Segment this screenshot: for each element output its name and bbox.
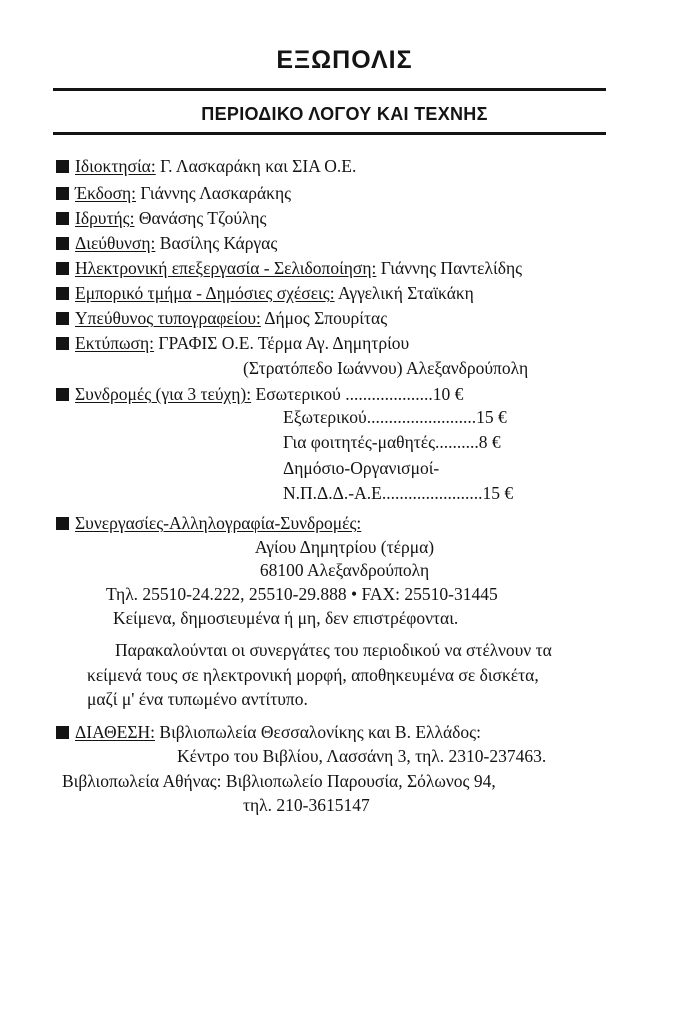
contact-address1: Αγίου Δημητρίου (τέρμα) [254,537,435,557]
bullet-square-icon [56,237,69,250]
distribution-value: Βιβλιοπωλεία Θεσσαλονίκης και Β. Ελλάδος: [155,722,481,742]
credit-value: Γιάννης Παντελίδης [376,258,523,278]
credit-value: ΓΡΑΦΙΣ Ο.Ε. Τέρμα Αγ. Δημητρίου [154,333,410,353]
request-line3: μαζί μ' ένα τυπωμένο αντίτυπο. [87,689,308,709]
credit-ownership [56,155,356,177]
sub-public-name: Ν.Π.Δ.Δ.-Α.Ε. [283,483,387,503]
bullet-square-icon [56,187,69,200]
bullet-square-icon [56,287,69,300]
printing-location: (Στρατόπεδο Ιωάννου) Αλεξανδρούπολη [243,358,529,378]
contact-label: Συνεργασίες-Αλληλογραφία-Συνδρομές: [75,513,362,533]
credit-label: Εμπορικό τμήμα - Δημόσιες σχέσεις: [75,283,335,303]
bottom-rule [53,132,606,135]
subscriptions-row [56,383,463,405]
sub-public-price: 15 € [482,483,514,503]
credit-value: Βασίλης Κάργας [155,233,278,253]
sub-public-row [283,482,513,504]
distribution-line2: Κέντρο του Βιβλίου, Λασσάνη 3, τηλ. 2310-237463. [177,746,547,766]
top-rule [53,88,606,91]
credit-label: Ηλεκτρονική επεξεργασία - Σελιδοποίηση: [75,258,377,278]
sub-public-dots: ...................... [386,483,483,503]
sub-students-dots: .......... [435,432,479,452]
distribution-label: ΔΙΑΘΕΣΗ: [75,722,156,742]
credit-layout [56,257,522,279]
magazine-title: ΕΞΩΠΟΛΙΣ [276,46,413,74]
credit-label: Ιδιοκτησία: [75,156,156,176]
bullet-square-icon [56,726,69,739]
distribution-line4: τηλ. 210-3615147 [243,795,370,815]
bullet-square-icon [56,160,69,173]
credit-value: Αγγελική Σταϊκάκη [334,283,474,303]
sub-foreign-price: 15 € [476,407,507,427]
contact-heading [56,512,361,534]
sub-public-line1: Δημόσιο-Οργανισμοί- [283,458,440,478]
distribution-line3: Βιβλιοπωλεία Αθήνας: Βιβλιοπωλείο Παρουσία, Σόλωνος 94, [62,771,496,791]
sub-foreign-row [283,406,507,428]
contact-address2: 68100 Αλεξανδρούπολη [259,560,430,580]
sub-domestic-name: Εσωτερικού [255,384,346,404]
credit-label: Εκτύπωση: [75,333,155,353]
credit-value: Γ. Λασκαράκη και ΣΙΑ Ο.Ε. [155,156,357,176]
credit-commercial [56,282,474,304]
credit-publisher [56,182,291,204]
credit-direction [56,232,277,254]
magazine-subtitle: ΠΕΡΙΟΔΙΚΟ ΛΟΓΟΥ ΚΑΙ ΤΕΧΝΗΣ [201,104,488,124]
credit-value: Θανάσης Τζούλης [134,208,267,228]
credit-label: Υπεύθυνος τυπογραφείου: [75,308,261,328]
credit-print-manager [56,307,387,329]
credit-value: Γιάννης Λασκαράκης [136,183,292,203]
credit-label: Ιδρυτής: [75,208,135,228]
bullet-square-icon [56,517,69,530]
sub-students-name: Για φοιτητές-μαθητές [283,432,436,452]
bullet-square-icon [56,312,69,325]
sub-domestic-dots: .................... [345,384,433,404]
subscriptions-label: Συνδρομές (για 3 τεύχη): [75,384,252,404]
bullet-square-icon [56,337,69,350]
credit-founder [56,207,266,229]
credit-label: Διεύθυνση: [75,233,156,253]
credit-printing [56,332,409,354]
sub-foreign-dots: ......................... [366,407,477,427]
bullet-square-icon [56,262,69,275]
bullet-square-icon [56,212,69,225]
credit-label: Έκδοση: [75,183,137,203]
bullet-square-icon [56,388,69,401]
distribution-row [56,721,481,743]
request-line1: Παρακαλούνται οι συνεργάτες του περιοδικού να στέλνουν τα [115,640,552,660]
contact-note: Κείμενα, δημοσιευμένα ή μη, δεν επιστρέφονται. [113,608,459,628]
request-line2: κείμενά τους σε ηλεκτρονική μορφή, αποθηκευμένα σε δισκέτα, [87,665,539,685]
contact-phones: Τηλ. 25510-24.222, 25510-29.888 • FAX: 25510-31445 [106,584,498,604]
sub-students-row [283,431,501,453]
credit-value: Δήμος Σπουρίτας [260,308,388,328]
sub-foreign-name: Εξωτερικού [283,407,367,427]
sub-domestic-price: 10 € [432,384,464,404]
sub-students-price: 8 € [478,432,501,452]
